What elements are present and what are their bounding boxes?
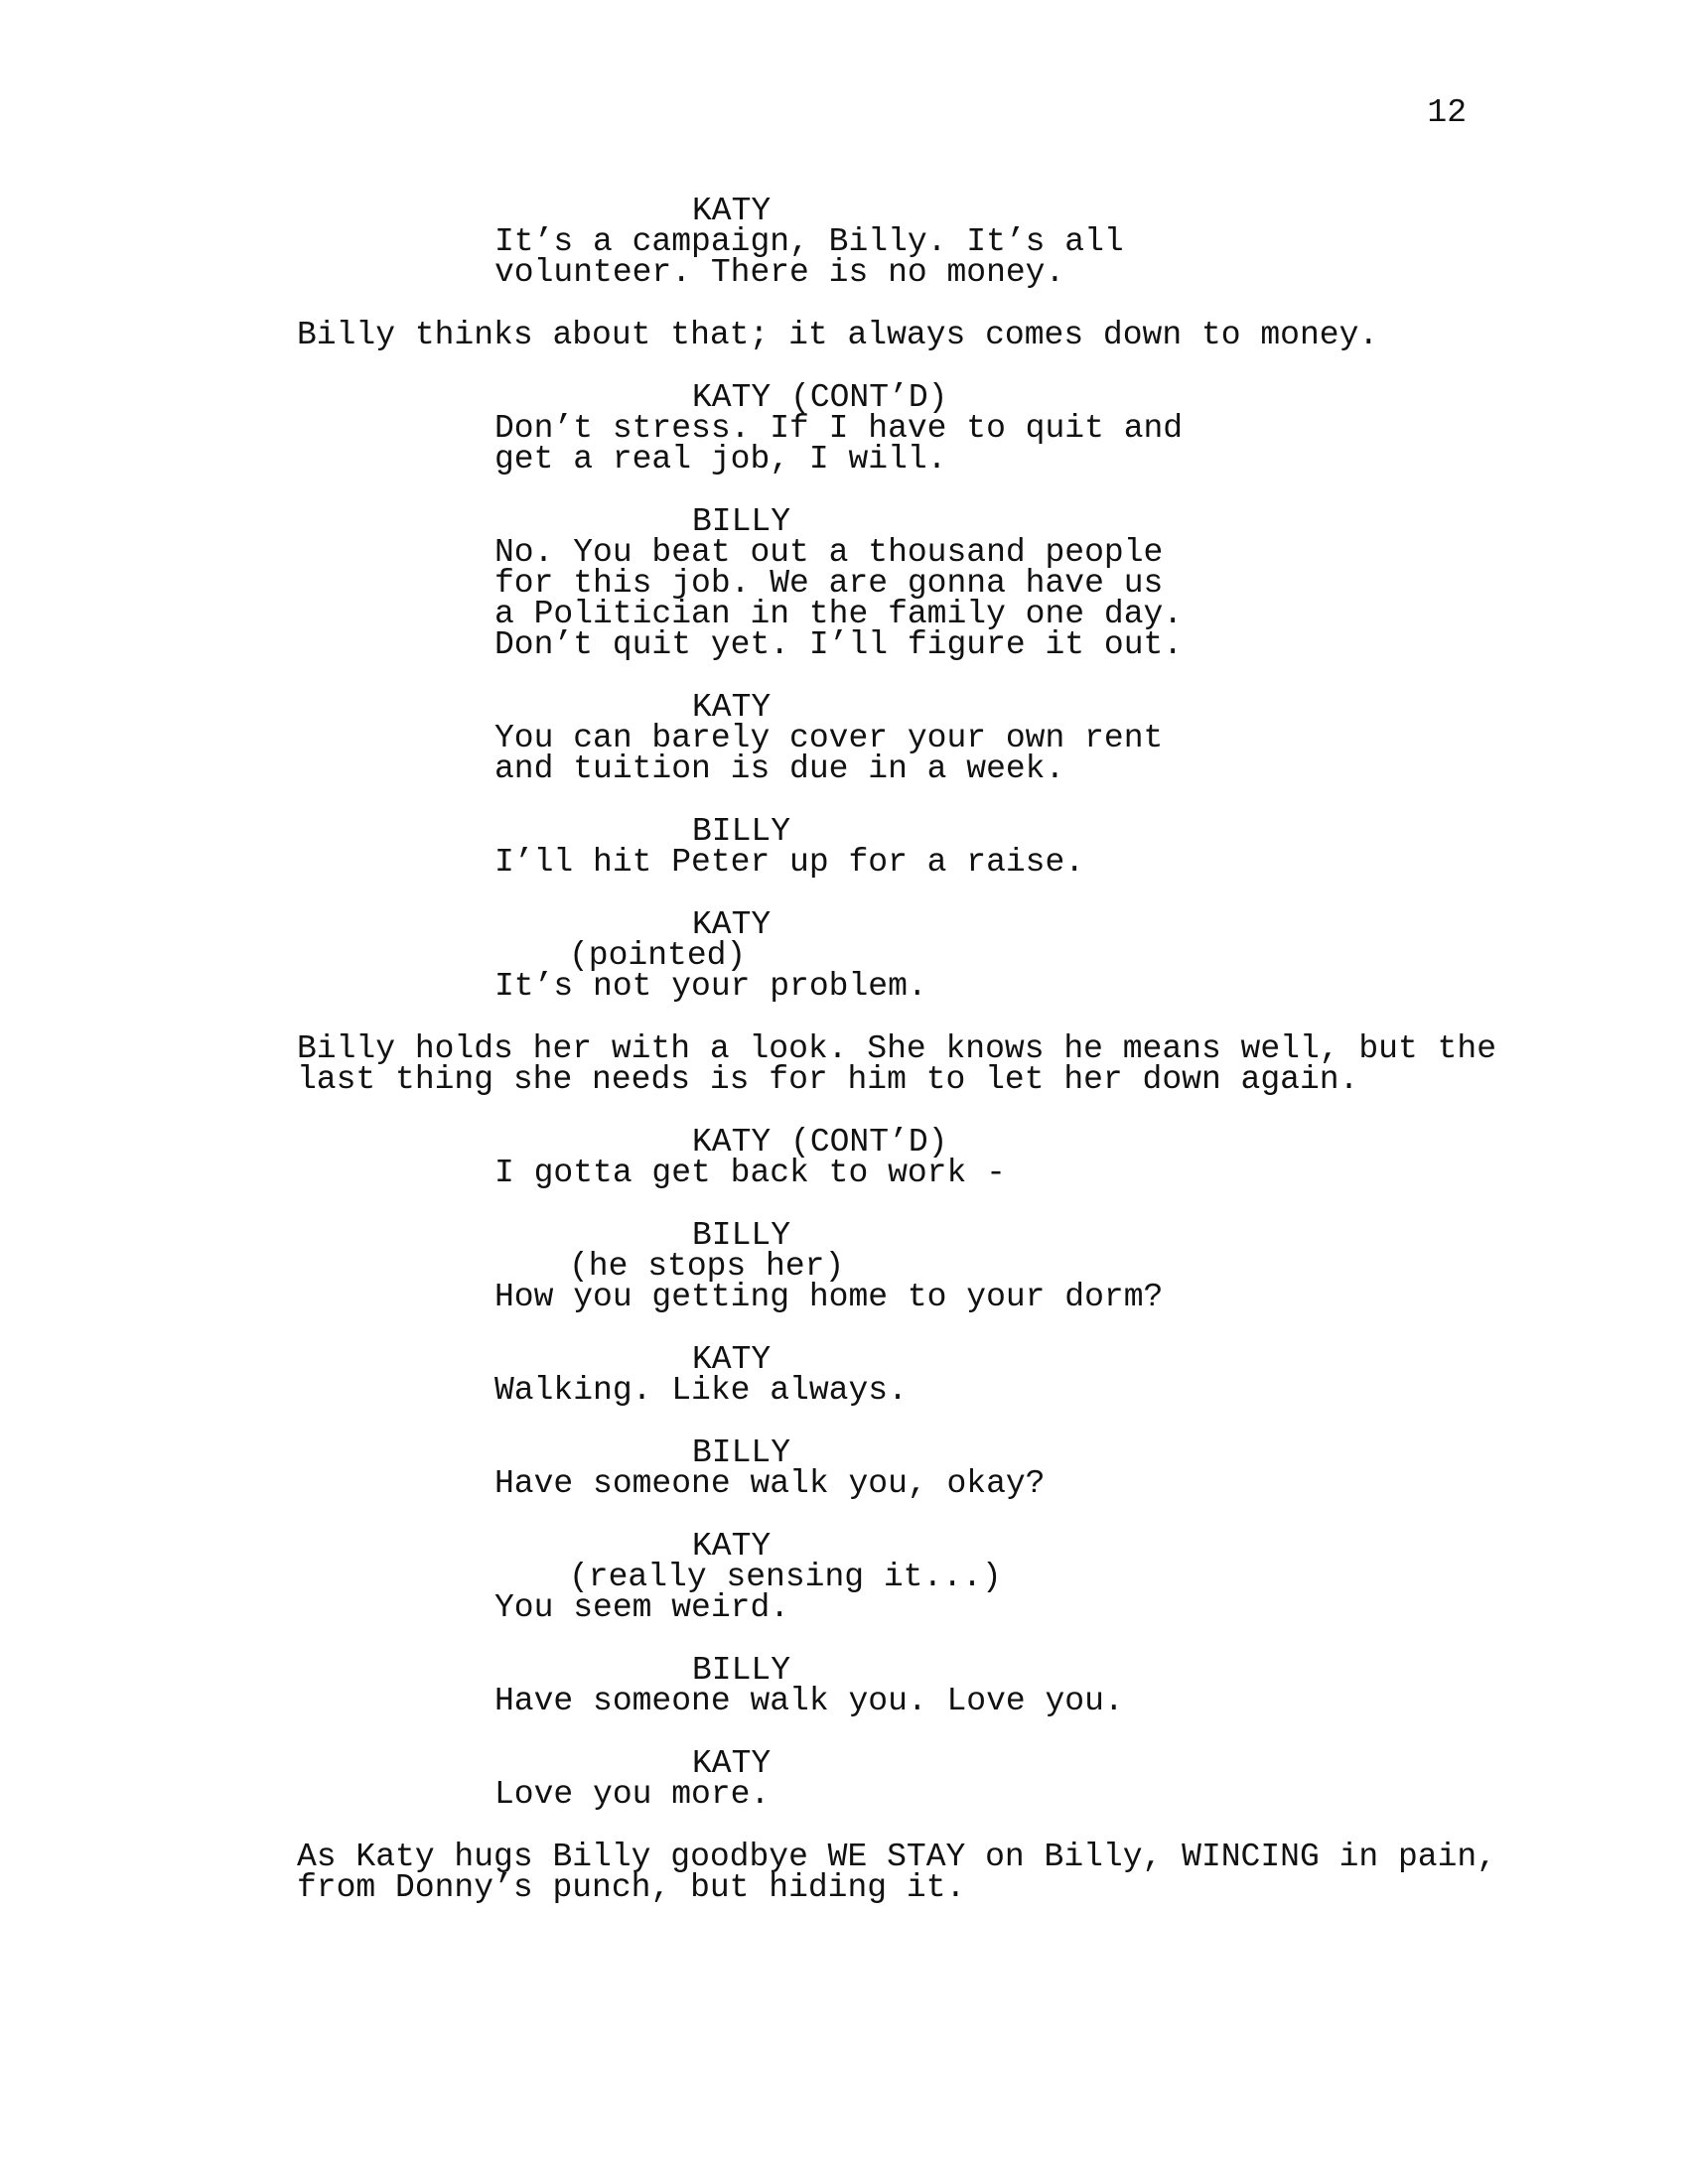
dialogue-line: I’ll hit Peter up for a raise. [494,844,1085,881]
dialogue-line: Don’t stress. If I have to quit and [494,410,1184,447]
action-line: from Donny’s punch, but hiding it. [297,1869,966,1906]
character-cue: KATY [692,1745,772,1782]
character-cue: KATY (CONT’D) [692,379,948,416]
dialogue-line: You seem weird. [494,1589,790,1626]
action-line: As Katy hugs Billy goodbye WE STAY on Billy, WINCING in pain, [297,1839,1496,1875]
character-cue: BILLY [692,1217,791,1254]
dialogue-line: It’s a campaign, Billy. It’s all [494,223,1124,260]
parenthetical: (pointed) [569,937,747,974]
parenthetical: (really sensing it...) [569,1559,1002,1595]
dialogue-line: Have someone walk you, okay? [494,1465,1046,1502]
character-cue: BILLY [692,1652,791,1689]
dialogue-line: get a real job, I will. [494,441,947,478]
dialogue-line: You can barely cover your own rent [494,720,1164,756]
character-cue: KATY [692,1341,772,1378]
dialogue-line: volunteer. There is no money. [494,254,1065,291]
screenplay-body [0,193,1688,1906]
dialogue-line: I gotta get back to work - [494,1155,1006,1191]
character-cue: BILLY [692,813,791,850]
character-cue: BILLY [692,503,791,540]
page-number: 12 [1427,94,1467,131]
dialogue-line: a Politician in the family one day. [494,596,1184,632]
character-cue: KATY [692,906,772,943]
dialogue-line: How you getting home to your dorm? [494,1279,1164,1315]
dialogue-line: It’s not your problem. [494,968,927,1005]
dialogue-line: Love you more. [494,1776,771,1813]
dialogue-line: No. You beat out a thousand people [494,534,1164,571]
dialogue-line: Have someone walk you. Love you. [494,1683,1124,1719]
parenthetical: (he stops her) [569,1248,845,1285]
character-cue: KATY [692,1528,772,1565]
character-cue: KATY (CONT’D) [692,1124,948,1160]
character-cue: KATY [692,689,772,726]
dialogue-line: Don’t quit yet. I’ll figure it out. [494,626,1184,663]
dialogue-line: for this job. We are gonna have us [494,565,1164,602]
dialogue-line: Walking. Like always. [494,1372,908,1409]
action-line: Billy thinks about that; it always comes down to money. [297,317,1379,353]
action-line: Billy holds her with a look. She knows he means well, but the [297,1030,1496,1067]
dialogue-line: and tuition is due in a week. [494,751,1065,787]
action-line: last thing she needs is for him to let her down again. [297,1061,1359,1098]
character-cue: KATY [692,193,772,229]
character-cue: BILLY [692,1434,791,1471]
